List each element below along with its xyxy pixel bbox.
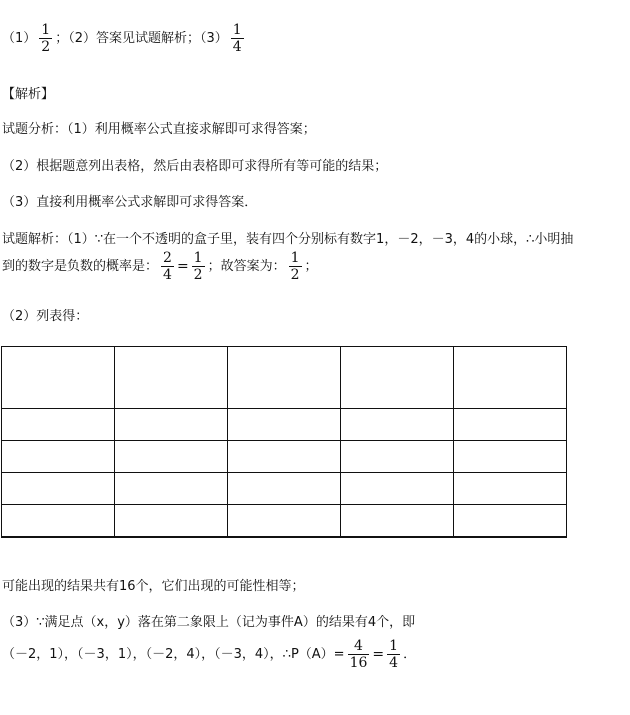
fraction-denominator: 2: [41, 39, 51, 55]
fraction-denominator: 2: [290, 267, 300, 283]
equals-sign: =: [372, 646, 385, 663]
fraction-numerator: 2: [163, 250, 172, 266]
answer-line: [2, 22, 247, 55]
table-cell: [228, 409, 341, 441]
table-cell: [228, 473, 341, 505]
outcome-table: [1, 346, 567, 538]
conclusion-line-1: 可能出现的结果共有16个，它们出现的可能性相等；: [2, 579, 305, 594]
conclusion-text-prefix: （－2，1），（－3，1），（－2，4），（－3，4），∴P（A）=: [2, 647, 345, 662]
equals-sign: =: [176, 258, 189, 275]
table-cell: [115, 347, 228, 409]
table-row: [2, 409, 567, 441]
table-cell: [115, 473, 228, 505]
table-cell: [454, 441, 567, 473]
table-cell: [341, 505, 454, 538]
fraction-denominator: 2: [193, 267, 203, 283]
table-cell: [454, 347, 567, 409]
table-cell: [228, 441, 341, 473]
table-cell: [341, 409, 454, 441]
table-cell: [2, 409, 115, 441]
fraction-numerator: 1: [389, 638, 399, 654]
fraction-4-16: [348, 638, 370, 671]
analysis-line-3: （3）直接利用概率公式求解即可求得答案．: [2, 195, 258, 210]
fraction-1-2: [192, 250, 205, 283]
answer-part2: ；（2）答案见试题解析；（3）: [55, 31, 228, 46]
fraction-1-4: [387, 638, 400, 671]
fraction-answer-1-2: [289, 250, 302, 283]
table-header-row: [2, 347, 567, 409]
conclusion-text-end: ．: [403, 647, 417, 662]
table-cell: [2, 473, 115, 505]
solution-text-end: ；: [304, 259, 318, 274]
conclusion-line-2: （3）∵满足点（x，y）落在第二象限上（记为事件A）的结果有4个，即: [2, 615, 416, 630]
fraction-denominator: 4: [389, 655, 399, 671]
answer-fraction-2: [231, 22, 244, 55]
section-title: 【解析】: [2, 87, 55, 102]
fraction-numerator: 1: [41, 22, 51, 38]
table-cell: [341, 441, 454, 473]
table-cell: [228, 347, 341, 409]
solution-text-mid: ；故答案为：: [207, 259, 286, 274]
table-cell: [341, 473, 454, 505]
table-cell: [341, 347, 454, 409]
fraction-denominator: 16: [349, 655, 368, 671]
fraction-2-4: [161, 250, 174, 283]
fraction-denominator: 4: [163, 267, 172, 283]
fraction-numerator: 1: [290, 250, 300, 266]
answer-part1: （1）: [2, 31, 37, 46]
table-cell: [454, 409, 567, 441]
table-cell: [2, 441, 115, 473]
table-row: [2, 505, 567, 538]
table-cell: [115, 441, 228, 473]
analysis-line-2: （2）根据题意列出表格，然后由表格即可求得所有等可能的结果；: [2, 159, 388, 174]
table-cell: [454, 473, 567, 505]
conclusion-line-3: [2, 638, 416, 671]
solution-line-3: （2）列表得：: [2, 309, 89, 324]
table-row: [2, 441, 567, 473]
fraction-numerator: 4: [354, 638, 363, 654]
table-cell: [115, 505, 228, 538]
answer-fraction-1: [39, 22, 52, 55]
table-cell: [2, 347, 115, 409]
table-cell: [228, 505, 341, 538]
solution-text-prefix: 到的数字是负数的概率是：: [2, 259, 159, 274]
analysis-line-1: 试题分析：（1）利用概率公式直接求解即可求得答案；: [2, 122, 316, 137]
fraction-denominator: 4: [232, 39, 242, 55]
table-row: [2, 473, 567, 505]
solution-line-2: [2, 250, 318, 283]
table-cell: [115, 409, 228, 441]
table-cell: [2, 505, 115, 538]
solution-line-1: 试题解析：（1）∵在一个不透明的盒子里，装有四个分别标有数字1，－2，－3，4的小球，∴小明抽: [2, 232, 574, 247]
fraction-numerator: 1: [232, 22, 242, 38]
fraction-numerator: 1: [193, 250, 203, 266]
table-cell: [454, 505, 567, 538]
